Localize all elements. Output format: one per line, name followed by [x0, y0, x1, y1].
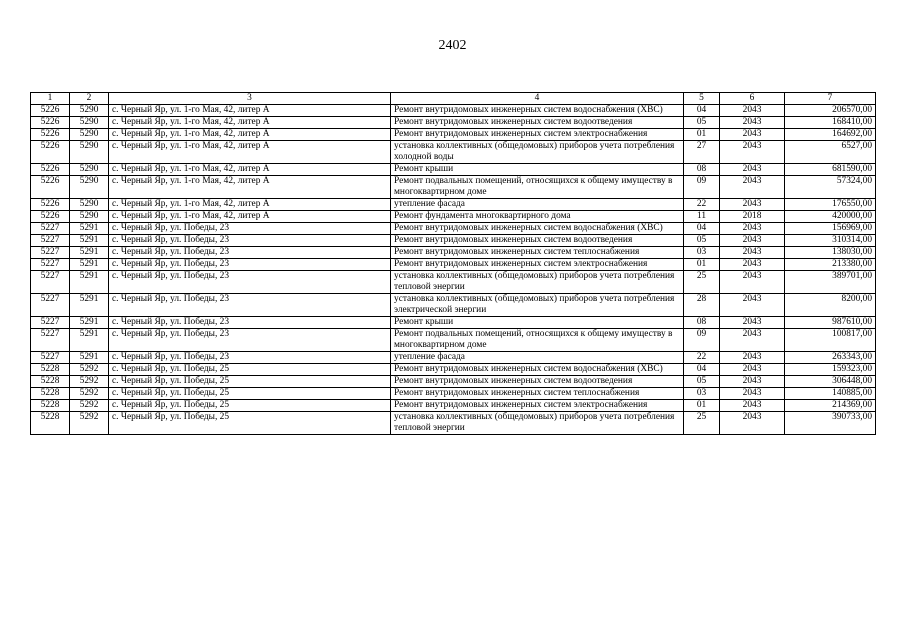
cell-cost: 140885,00 [785, 388, 876, 400]
cell-work-code: 25 [684, 412, 720, 435]
cell-year: 2043 [720, 294, 785, 317]
cell-address: с. Черный Яр, ул. Победы, 25 [109, 412, 391, 435]
cell-work-type: Ремонт внутридомовых инженерных систем водоснабжения (ХВС) [391, 223, 684, 235]
cell-work-type: утепление фасада [391, 352, 684, 364]
cell-address: с. Черный Яр, ул. 1-го Мая, 42, литер А [109, 199, 391, 211]
cell-record-id: 5228 [31, 388, 70, 400]
cell-house-id: 5291 [70, 317, 109, 329]
cell-address: с. Черный Яр, ул. Победы, 23 [109, 317, 391, 329]
cell-house-id: 5291 [70, 271, 109, 294]
cell-house-id: 5291 [70, 247, 109, 259]
cell-cost: 681590,00 [785, 164, 876, 176]
cell-work-code: 05 [684, 235, 720, 247]
cell-house-id: 5290 [70, 199, 109, 211]
column-header: 6 [720, 93, 785, 105]
cell-work-type: Ремонт внутридомовых инженерных систем электроснабжения [391, 129, 684, 141]
cell-record-id: 5227 [31, 259, 70, 271]
cell-address: с. Черный Яр, ул. 1-го Мая, 42, литер А [109, 176, 391, 199]
cell-house-id: 5290 [70, 129, 109, 141]
cell-year: 2043 [720, 271, 785, 294]
cell-work-code: 04 [684, 223, 720, 235]
cell-address: с. Черный Яр, ул. Победы, 23 [109, 294, 391, 317]
cell-address: с. Черный Яр, ул. Победы, 25 [109, 376, 391, 388]
cell-cost: 390733,00 [785, 412, 876, 435]
cell-house-id: 5290 [70, 117, 109, 129]
cell-record-id: 5226 [31, 117, 70, 129]
table-row [31, 364, 876, 376]
cell-work-type: Ремонт крыши [391, 164, 684, 176]
cell-cost: 6527,00 [785, 141, 876, 164]
cell-work-code: 01 [684, 400, 720, 412]
table-row [31, 247, 876, 259]
cell-work-code: 11 [684, 211, 720, 223]
cell-work-type: Ремонт подвальных помещений, относящихся к общему имуществу в многоквартирном доме [391, 176, 684, 199]
cell-cost: 156969,00 [785, 223, 876, 235]
cell-work-type: Ремонт внутридомовых инженерных систем теплоснабжения [391, 247, 684, 259]
cell-work-type: Ремонт внутридомовых инженерных систем электроснабжения [391, 259, 684, 271]
cell-work-type: установка коллективных (общедомовых) приборов учета потребления тепловой энергии [391, 412, 684, 435]
cell-work-type: установка коллективных (общедомовых) приборов учета потребления тепловой энергии [391, 271, 684, 294]
cell-work-type: Ремонт подвальных помещений, относящихся к общему имуществу в многоквартирном доме [391, 329, 684, 352]
cell-record-id: 5226 [31, 211, 70, 223]
cell-cost: 389701,00 [785, 271, 876, 294]
cell-address: с. Черный Яр, ул. 1-го Мая, 42, литер А [109, 211, 391, 223]
cell-year: 2043 [720, 141, 785, 164]
table-row [31, 259, 876, 271]
cell-house-id: 5290 [70, 211, 109, 223]
cell-house-id: 5291 [70, 235, 109, 247]
table-row [31, 294, 876, 317]
cell-house-id: 5292 [70, 412, 109, 435]
cell-cost: 214369,00 [785, 400, 876, 412]
cell-record-id: 5226 [31, 199, 70, 211]
cell-work-type: Ремонт внутридомовых инженерных систем теплоснабжения [391, 388, 684, 400]
cell-year: 2043 [720, 164, 785, 176]
cell-year: 2043 [720, 376, 785, 388]
cell-work-type: Ремонт внутридомовых инженерных систем водоотведения [391, 117, 684, 129]
cell-record-id: 5227 [31, 271, 70, 294]
cell-work-code: 22 [684, 352, 720, 364]
cell-address: с. Черный Яр, ул. Победы, 23 [109, 235, 391, 247]
cell-work-code: 01 [684, 259, 720, 271]
cell-house-id: 5290 [70, 176, 109, 199]
cell-year: 2043 [720, 317, 785, 329]
table-row [31, 164, 876, 176]
cell-record-id: 5226 [31, 176, 70, 199]
cell-year: 2043 [720, 105, 785, 117]
cell-work-code: 04 [684, 364, 720, 376]
cell-address: с. Черный Яр, ул. Победы, 23 [109, 329, 391, 352]
register-table [30, 92, 876, 435]
cell-work-code: 05 [684, 376, 720, 388]
cell-record-id: 5226 [31, 129, 70, 141]
cell-work-type: Ремонт внутридомовых инженерных систем водоотведения [391, 376, 684, 388]
cell-cost: 159323,00 [785, 364, 876, 376]
cell-record-id: 5228 [31, 400, 70, 412]
table-row [31, 105, 876, 117]
cell-house-id: 5292 [70, 388, 109, 400]
cell-house-id: 5292 [70, 364, 109, 376]
cell-address: с. Черный Яр, ул. Победы, 25 [109, 364, 391, 376]
cell-record-id: 5227 [31, 294, 70, 317]
cell-work-type: утепление фасада [391, 199, 684, 211]
cell-work-type: установка коллективных (общедомовых) приборов учета потребления холодной воды [391, 141, 684, 164]
cell-house-id: 5292 [70, 376, 109, 388]
cell-work-code: 28 [684, 294, 720, 317]
cell-address: с. Черный Яр, ул. Победы, 23 [109, 259, 391, 271]
cell-year: 2043 [720, 364, 785, 376]
cell-work-code: 03 [684, 388, 720, 400]
column-header: 3 [109, 93, 391, 105]
cell-address: с. Черный Яр, ул. 1-го Мая, 42, литер А [109, 129, 391, 141]
cell-work-type: Ремонт внутридомовых инженерных систем электроснабжения [391, 400, 684, 412]
column-header: 2 [70, 93, 109, 105]
cell-year: 2043 [720, 235, 785, 247]
cell-work-type: установка коллективных (общедомовых) приборов учета потребления электрической энергии [391, 294, 684, 317]
cell-year: 2043 [720, 352, 785, 364]
table-row [31, 388, 876, 400]
table-row [31, 199, 876, 211]
cell-cost: 987610,00 [785, 317, 876, 329]
cell-work-type: Ремонт крыши [391, 317, 684, 329]
cell-record-id: 5227 [31, 317, 70, 329]
cell-house-id: 5290 [70, 164, 109, 176]
cell-cost: 164692,00 [785, 129, 876, 141]
table-row [31, 376, 876, 388]
cell-house-id: 5291 [70, 223, 109, 235]
cell-house-id: 5290 [70, 141, 109, 164]
cell-work-type: Ремонт внутридомовых инженерных систем водоотведения [391, 235, 684, 247]
cell-address: с. Черный Яр, ул. 1-го Мая, 42, литер А [109, 164, 391, 176]
cell-year: 2043 [720, 129, 785, 141]
cell-work-type: Ремонт фундамента многоквартирного дома [391, 211, 684, 223]
cell-address: с. Черный Яр, ул. 1-го Мая, 42, литер А [109, 141, 391, 164]
table-row [31, 400, 876, 412]
table-row [31, 271, 876, 294]
cell-work-code: 01 [684, 129, 720, 141]
cell-work-code: 09 [684, 329, 720, 352]
cell-year: 2043 [720, 259, 785, 271]
table-row [31, 329, 876, 352]
table-row [31, 317, 876, 329]
cell-record-id: 5228 [31, 364, 70, 376]
cell-house-id: 5291 [70, 352, 109, 364]
cell-record-id: 5227 [31, 329, 70, 352]
cell-cost: 100817,00 [785, 329, 876, 352]
cell-cost: 57324,00 [785, 176, 876, 199]
cell-work-code: 04 [684, 105, 720, 117]
cell-work-code: 05 [684, 117, 720, 129]
cell-house-id: 5291 [70, 259, 109, 271]
cell-house-id: 5291 [70, 294, 109, 317]
cell-work-code: 08 [684, 317, 720, 329]
cell-address: с. Черный Яр, ул. Победы, 25 [109, 388, 391, 400]
cell-cost: 206570,00 [785, 105, 876, 117]
table-row [31, 129, 876, 141]
cell-work-type: Ремонт внутридомовых инженерных систем водоснабжения (ХВС) [391, 364, 684, 376]
cell-record-id: 5226 [31, 141, 70, 164]
cell-year: 2043 [720, 400, 785, 412]
cell-year: 2043 [720, 176, 785, 199]
cell-record-id: 5227 [31, 235, 70, 247]
cell-address: с. Черный Яр, ул. Победы, 23 [109, 223, 391, 235]
table-row [31, 141, 876, 164]
cell-address: с. Черный Яр, ул. 1-го Мая, 42, литер А [109, 117, 391, 129]
cell-record-id: 5227 [31, 223, 70, 235]
table-row [31, 223, 876, 235]
cell-year: 2043 [720, 247, 785, 259]
cell-year: 2043 [720, 412, 785, 435]
cell-record-id: 5227 [31, 352, 70, 364]
cell-cost: 306448,00 [785, 376, 876, 388]
cell-house-id: 5292 [70, 400, 109, 412]
cell-cost: 8200,00 [785, 294, 876, 317]
cell-work-code: 25 [684, 271, 720, 294]
cell-house-id: 5290 [70, 105, 109, 117]
cell-year: 2043 [720, 117, 785, 129]
column-header: 1 [31, 93, 70, 105]
cell-record-id: 5226 [31, 105, 70, 117]
column-header: 5 [684, 93, 720, 105]
cell-record-id: 5227 [31, 247, 70, 259]
cell-work-code: 22 [684, 199, 720, 211]
cell-cost: 176550,00 [785, 199, 876, 211]
cell-work-code: 08 [684, 164, 720, 176]
cell-year: 2043 [720, 388, 785, 400]
cell-year: 2043 [720, 329, 785, 352]
cell-year: 2043 [720, 223, 785, 235]
cell-house-id: 5291 [70, 329, 109, 352]
table-row [31, 352, 876, 364]
cell-cost: 263343,00 [785, 352, 876, 364]
cell-record-id: 5228 [31, 412, 70, 435]
table-row [31, 211, 876, 223]
cell-work-code: 09 [684, 176, 720, 199]
cell-cost: 310314,00 [785, 235, 876, 247]
cell-cost: 420000,00 [785, 211, 876, 223]
column-header: 7 [785, 93, 876, 105]
cell-work-code: 27 [684, 141, 720, 164]
header-row [31, 93, 876, 105]
cell-address: с. Черный Яр, ул. Победы, 23 [109, 271, 391, 294]
cell-cost: 138030,00 [785, 247, 876, 259]
cell-cost: 213380,00 [785, 259, 876, 271]
cell-year: 2043 [720, 199, 785, 211]
column-header: 4 [391, 93, 684, 105]
table-body [31, 105, 876, 435]
cell-address: с. Черный Яр, ул. Победы, 23 [109, 352, 391, 364]
cell-work-type: Ремонт внутридомовых инженерных систем водоснабжения (ХВС) [391, 105, 684, 117]
table-row [31, 176, 876, 199]
cell-record-id: 5226 [31, 164, 70, 176]
cell-record-id: 5228 [31, 376, 70, 388]
cell-address: с. Черный Яр, ул. Победы, 25 [109, 400, 391, 412]
page-number: 2402 [438, 38, 467, 53]
table-row [31, 235, 876, 247]
cell-address: с. Черный Яр, ул. Победы, 23 [109, 247, 391, 259]
cell-work-code: 03 [684, 247, 720, 259]
cell-address: с. Черный Яр, ул. 1-го Мая, 42, литер А [109, 105, 391, 117]
cell-year: 2018 [720, 211, 785, 223]
table-row [31, 117, 876, 129]
table-row [31, 412, 876, 435]
cell-cost: 168410,00 [785, 117, 876, 129]
